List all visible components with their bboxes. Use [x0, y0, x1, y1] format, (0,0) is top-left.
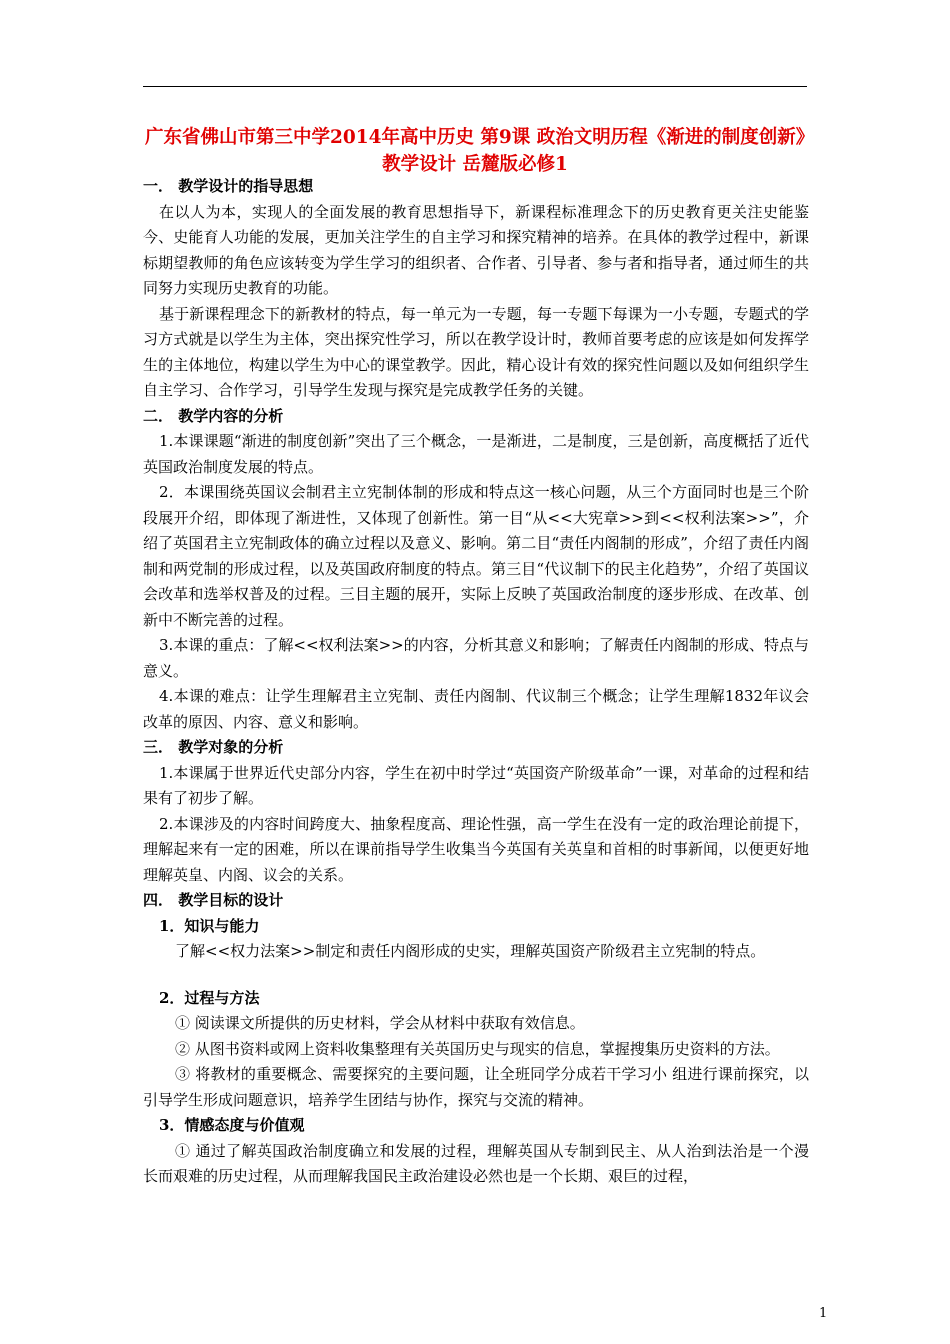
paragraph: 1.本课课题“渐进的制度创新”突出了三个概念，一是渐进，二是制度，三是创新，高度概括了近代英国政治制度发展的特点。	[143, 432, 809, 476]
page-number: 1	[819, 1306, 828, 1321]
subsection-heading: 1．知识与能力	[159, 916, 260, 935]
section-heading: 三． 教学对象的分析	[143, 738, 284, 756]
document-body	[143, 174, 809, 1190]
paragraph: 3.本课的重点：了解<<权利法案>>的内容，分析其意义和影响；了解责任内阁制的形成、特点与意义。	[143, 636, 809, 680]
paragraph: 2.本课涉及的内容时间跨度大、抽象程度高、理论性强，高一学生在没有一定的政治理论前提下，理解起来有一定的困难，所以在课前指导学生收集当今英国有关英皇和首相的时事新闻，以便更好地理解英皇、内阁、议会的关系。	[143, 814, 809, 884]
section-heading: 二． 教学内容的分析	[143, 406, 284, 425]
paragraph: 1.本课属于世界近代史部分内容，学生在初中时学过“英国资产阶级革命”一课，对革命的过程和结果有了初步了解。	[143, 763, 809, 807]
paragraph: 2．本课围绕英国议会制君主立宪制体制的形成和特点这一核心问题，从三个方面同时也是三个阶段展开介绍，即体现了渐进性，又体现了创新性。第一目“从<<大宪章>>到<<权利法案>>”，介绍了英国君主立宪制政体的确立过程以及意义、影响。第二目“责任内阁制的形成”，介绍了责任内阁制和两党制的形成过程，以及英国政府制度的特点。第三目“代议制下的民主化趋势”，介绍了英国议会改革和选举权普及的过程。三目主题的展开，实际上反映了英国政治制度的逐步形成、在改革、创新中不断完善的过程。	[143, 483, 809, 629]
subsection-heading: 3．情感态度与价值观	[159, 1116, 305, 1134]
paragraph: ② 从图书资料或网上资料收集整理有关英国历史与现实的信息，掌握搜集历史资料的方法。	[175, 1039, 780, 1058]
header-rule	[143, 86, 807, 87]
document-title: 广东省佛山市第三中学2014年高中历史 第9课 政治文明历程《渐进的制度创新》教学设计 岳麓版必修1	[145, 127, 805, 175]
paragraph: 了解<<权力法案>>制定和责任内阁形成的史实，理解英国资产阶级君主立宪制的特点。	[175, 942, 766, 960]
paragraph: 基于新课程理念下的新教材的特点，每一单元为一专题，每一专题下每课为一小专题，专题式的学习方式就是以学生为主体，突出探究性学习，所以在教学设计时，教师首要考虑的应该是如何发挥学生的主体地位，构建以学生为中心的课堂教学。因此，精心设计有效的探究性问题以及如何组织学生自主学习、合作学习，引导学生发现与探究是完成教学任务的关键。	[143, 304, 809, 399]
paragraph: 在以人为本，实现人的全面发展的教育思想指导下，新课程标准理念下的历史教育更关注史能鉴今、史能育人功能的发展，更加关注学生的自主学习和探究精神的培养。在具体的教学过程中，新课标期望教师的角色应该转变为学生学习的组织者、合作者、引导者、参与者和指导者，通过师生的共同努力实现历史教育的功能。	[143, 202, 809, 297]
paragraph: ① 通过了解英国政治制度确立和发展的过程，理解英国从专制到民主、从人治到法治是一个漫长而艰难的历史过程，从而理解我国民主政治建设必然也是一个长期、艰巨的过程，	[143, 1141, 809, 1185]
paragraph: ③ 将教材的重要概念、需要探究的主要问题，让全班同学分成若干学习小 组进行课前探究，以引导学生形成问题意识，培养学生团结与协作，探究与交流的精神。	[143, 1065, 809, 1109]
subsection-heading: 2．过程与方法	[159, 988, 260, 1007]
paragraph: 4.本课的难点：让学生理解君主立宪制、责任内阁制、代议制三个概念；让学生理解1832年议会改革的原因、内容、意义和影响。	[143, 687, 809, 731]
section-heading: 一． 教学设计的指导思想	[143, 177, 314, 195]
blank-line	[143, 965, 809, 986]
section-heading: 四． 教学目标的设计	[143, 891, 284, 909]
paragraph: ① 阅读课文所提供的历史材料，学会从材料中获取有效信息。	[175, 1014, 585, 1032]
